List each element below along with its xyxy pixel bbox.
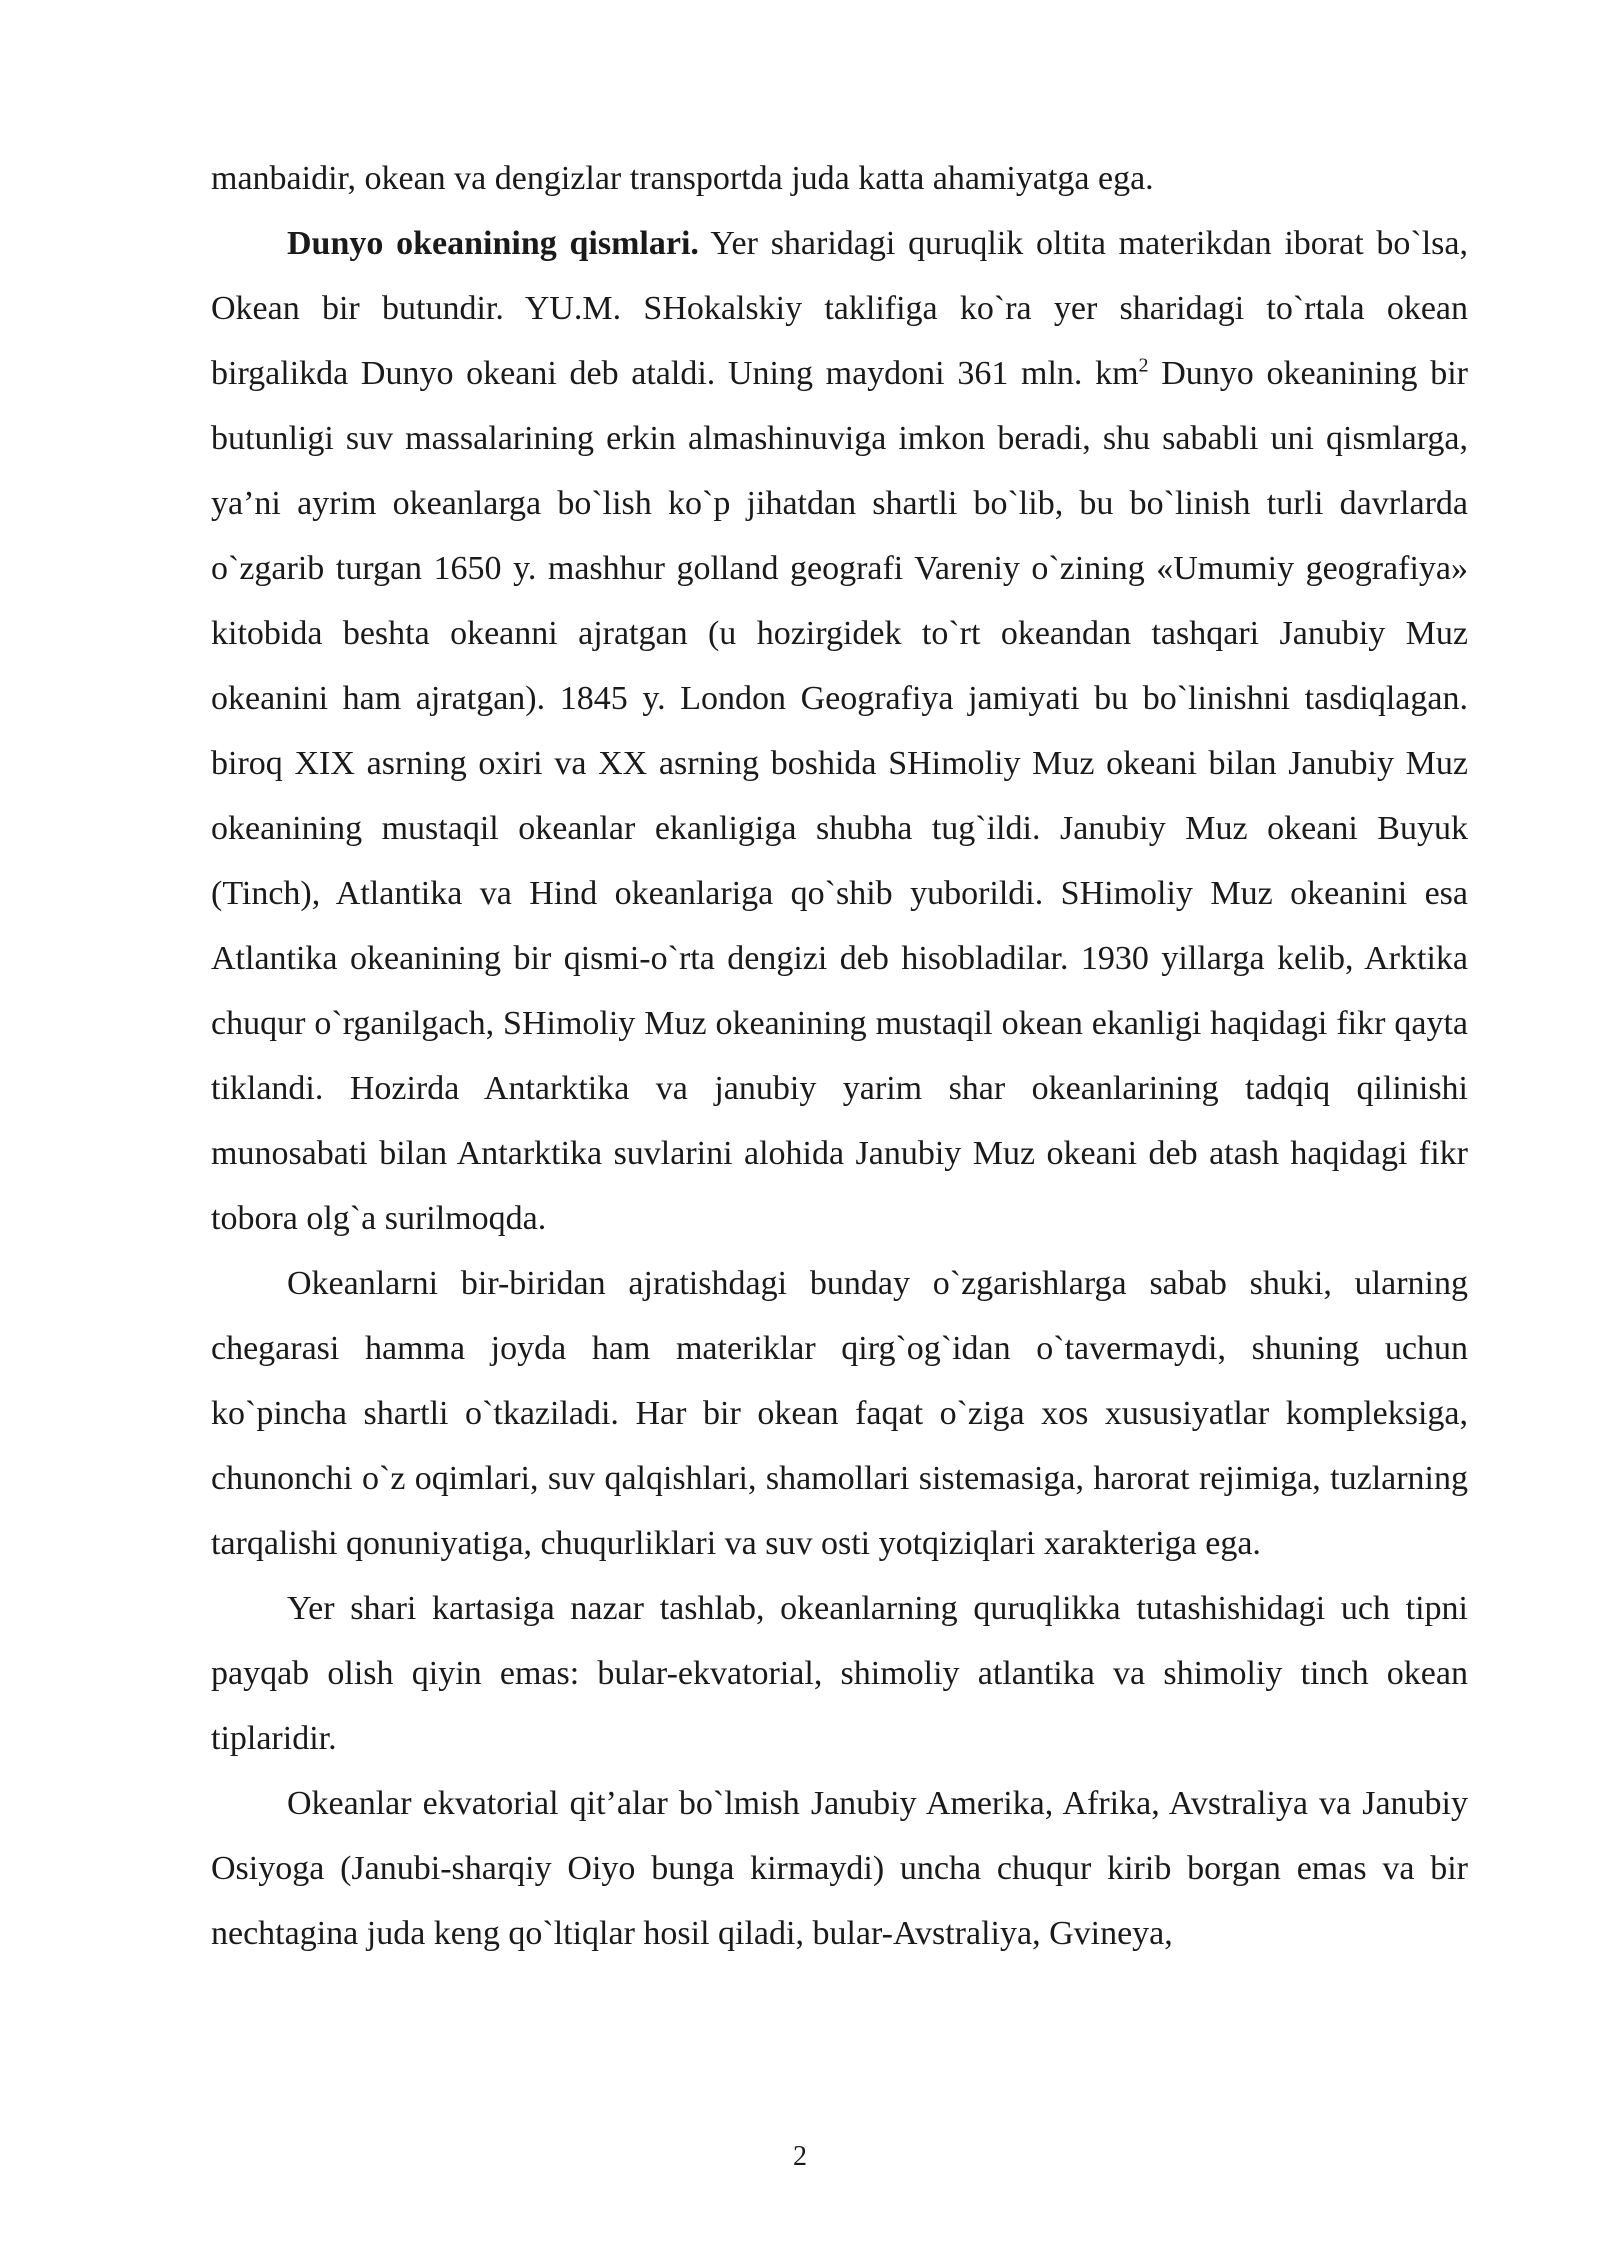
- paragraph-2-text-b: Dunyo okeanining bir butunligi suv massalarining erkin almashinuviga imkon beradi, shu sababli uni qismlarga, ya’ni ayrim okeanlarga bo`lish ko`p jihatdan shartli bo`lib, bu bo`linish turli davrlarda o`zgarib turgan 1650 y. mashhur golland geografi Vareniy o`zining «Umumiy geografiya» kitobida beshta okeanni ajratgan (u hozirgidek to`rt okeandan tashqari Janubiy Muz okeanini ham ajratgan). 1845 y. London Geografiya jamiyati bu bo`linishni tasdiqlagan. biroq XIX asrning oxiri va XX asrning boshida SHimoliy Muz okeani bilan Janubiy Muz okeanining mustaqil okeanlar ekanligiga shubha tug`ildi. Janubiy Muz okeani Buyuk (Tinch), Atlantika va Hind okeanlariga qo`shib yuborildi. SHimoliy Muz okeanini esa Atlantika okeanining bir qismi-o`rta dengizi deb hisobladilar. 1930 yillarga kelib, Arktika chuqur o`rganilgach, SHimoliy Muz okeanining mustaqil okean ekanligi haqidagi fikr qayta tiklandi. Hozirda Antarktika va janubiy yarim shar okeanlarining tadqiq qilinishi munosabati bilan Antarktika suvlarini alohida Janubiy Muz okeani deb atash haqidagi fikr tobora olg`a surilmoqda.: [211, 355, 1468, 1237]
- document-body: [211, 146, 1468, 1966]
- superscript-2: 2: [1138, 354, 1149, 377]
- paragraph-5: [211, 1771, 1468, 1966]
- paragraph-3: [211, 1251, 1468, 1576]
- paragraph-1: [211, 146, 1468, 211]
- paragraph-4: [211, 1576, 1468, 1771]
- paragraph-3-text: Okeanlarni bir-biridan ajratishdagi bunday o`zgarishlarga sabab shuki, ularning chegarasi hamma joyda ham materiklar qirg`og`idan o`tavermaydi, shuning uchun ko`pincha shartli o`tkaziladi. Har bir okean faqat o`ziga xos xususiyatlar kompleksiga, chunonchi o`z oqimlari, suv qalqishlari, shamollari sistemasiga, harorat rejimiga, tuzlarning tarqalishi qonuniyatiga, chuqurliklari va suv osti yotqiziqlari xarakteriga ega.: [211, 1265, 1468, 1562]
- paragraph-1-text: manbaidir, okean va dengizlar transportda juda katta ahamiyatga ega.: [211, 160, 1154, 197]
- page-number: 2: [793, 2141, 807, 2172]
- paragraph-2: [211, 211, 1468, 1251]
- paragraph-2-text-a: Yer sharidagi quruqlik oltita materikdan iborat bo`lsa, Okean bir butundir. YU.M. SHokalskiy taklifiga ko`ra yer sharidagi to`rtala okean birgalikda Dunyo okeani deb ataldi. Uning maydoni 361 mln. km: [211, 225, 1468, 392]
- paragraph-5-text: Okeanlar ekvatorial qit’alar bo`lmish Janubiy Amerika, Afrika, Avstraliya va Janubiy Osiyoga (Janubi-sharqiy Oiyo bunga kirmaydi) uncha chuqur kirib borgan emas va bir nechtagina juda keng qo`ltiqlar hosil qiladi, bular-Avstraliya, Gvineya,: [211, 1785, 1468, 1952]
- paragraph-4-text: Yer shari kartasiga nazar tashlab, okeanlarning quruqlikka tutashishidagi uch tipni payqab olish qiyin emas: bular-ekvatorial, shimoliy atlantika va shimoliy tinch okean tiplaridir.: [211, 1590, 1468, 1757]
- section-heading-lead: Dunyo okeanining qismlari.: [287, 225, 699, 262]
